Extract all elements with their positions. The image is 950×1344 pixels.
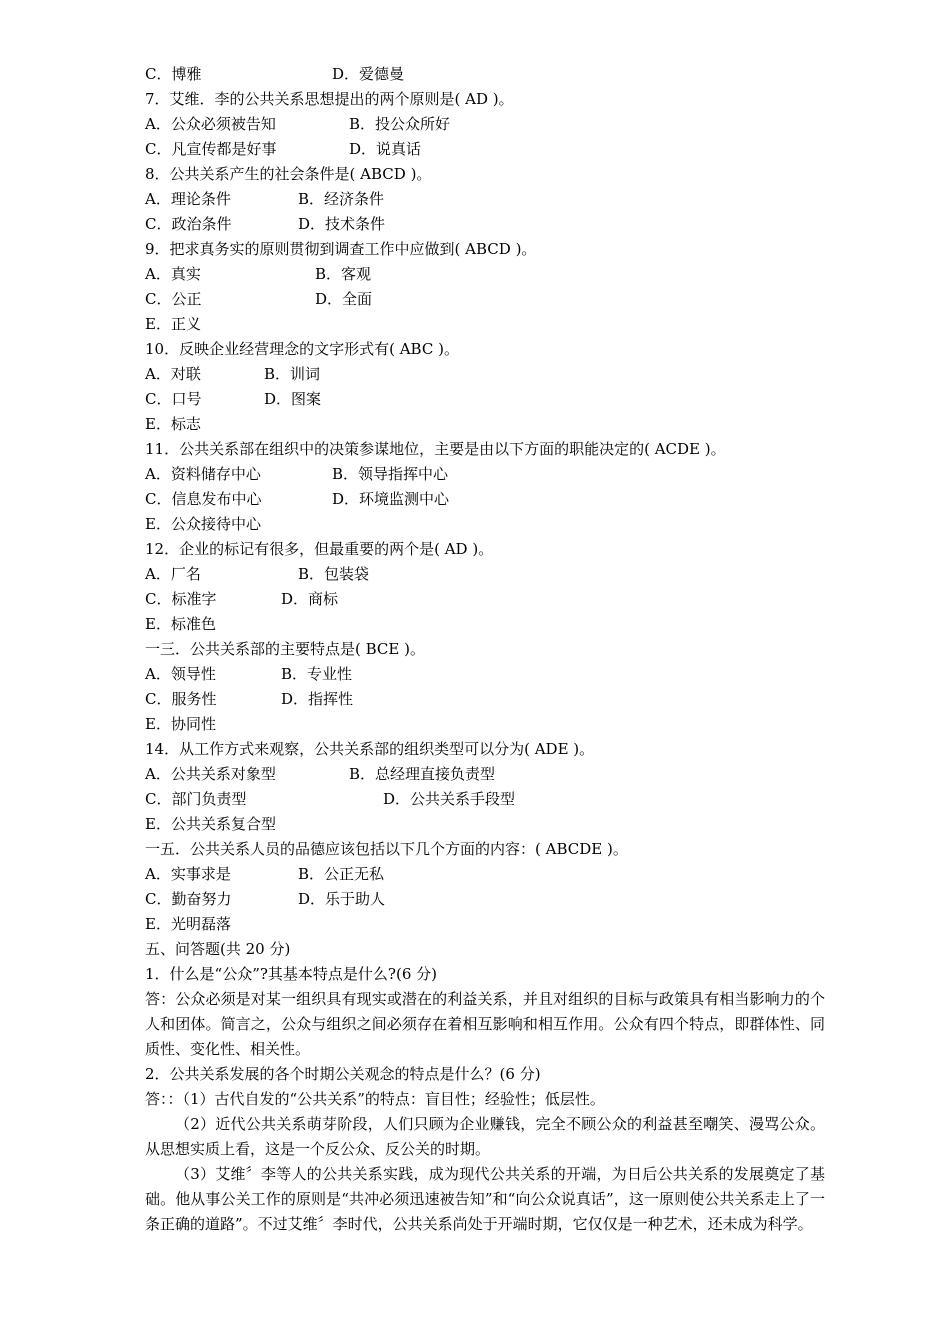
text-line: 1．什么是“公众”?其基本特点是什么?(6 分) [145,965,437,983]
text-line: 14．从工作方式来观察，公共关系部的组织类型可以分为( ADE )。 [145,740,595,758]
option-row [145,462,825,487]
option-row [145,787,825,812]
option-right: B．包装袋 [298,565,370,583]
text-line: 8．公共关系产生的社会条件是( ABCD )。 [145,165,432,183]
option-right: D．图案 [264,390,322,408]
option-row [145,587,825,612]
option-row [145,687,825,712]
option-left: A．真实 [145,265,201,283]
option-row [145,887,825,912]
option-left: C．博雅 [145,65,202,83]
option-row [145,762,825,787]
option-left: C．口号 [145,390,202,408]
text-line: 五、问答题(共 20 分) [145,940,291,958]
option-right: D．全面 [315,290,373,308]
option-left: C．信息发布中心 [145,490,262,508]
option-left: C．勤奋努力 [145,890,232,908]
option-left: A．资料储存中心 [145,465,261,483]
option-left: A．厂名 [145,565,201,583]
option-right: B．总经理直接负责型 [349,765,496,783]
option-right: D．爱德曼 [332,65,405,83]
text-line: 答：：（1）古代自发的“公共关系”的特点：盲目性；经验性；低层性。 [145,1090,605,1108]
option-right: D．指挥性 [281,690,354,708]
option-row [145,387,825,412]
option-row [145,212,825,237]
option-right: B．客观 [315,265,372,283]
option-right: B．训词 [264,365,321,383]
text-line: E．光明磊落 [145,915,231,933]
option-row [145,62,825,87]
option-right: D．商标 [281,590,339,608]
option-row [145,487,825,512]
option-row [145,362,825,387]
option-left: A．公众必须被告知 [145,115,276,133]
option-right: D．环境监测中心 [332,490,450,508]
option-left: C．政治条件 [145,215,232,233]
option-left: A．领导性 [145,665,216,683]
option-left: C．服务性 [145,690,217,708]
text-line: E．标志 [145,415,201,433]
option-row [145,862,825,887]
text-line: E．标准色 [145,615,216,633]
answer-paragraph: （2）近代公共关系萌芽阶段，人们只顾为企业赚钱，完全不顾公众的利益甚至嘲笑、漫骂公众。从思想实质上看，这是一个反公众、反公关的时期。 [145,1115,825,1158]
text-line: 7．艾维．李的公共关系思想提出的两个原则是( AD )。 [145,90,514,108]
answer-paragraph: （3）艾维〞李等人的公共关系实践，成为现代公共关系的开端，为日后公共关系的发展奠定了基础。他从事公关工作的原则是“共冲必须迅速被告知”和“向公众说真话”，这一原则使公共关系走上了一条正确的道路”。不过艾维〞李时代，公共关系尚处于开端时期，它仅仅是一种艺术，还未成为科学。 [145,1165,825,1233]
text-line: 11．公共关系部在组织中的决策参谋地位，主要是由以下方面的职能决定的( ACDE )。 [145,440,726,458]
text-line: E．协同性 [145,715,216,733]
option-right: B．专业性 [281,665,353,683]
text-line: 10．反映企业经营理念的文字形式有( ABC )。 [145,340,459,358]
text-line: 一三．公共关系部的主要特点是( BCE )。 [145,640,425,658]
option-right: D．技术条件 [298,215,386,233]
text-line: E．公共关系复合型 [145,815,276,833]
option-left: C．凡宣传都是好事 [145,140,277,158]
option-left: A．实事求是 [145,865,231,883]
option-left: C．公正 [145,290,202,308]
option-right: D．公共关系手段型 [383,790,516,808]
option-row [145,562,825,587]
option-left: A．理论条件 [145,190,231,208]
option-row [145,187,825,212]
document-body [145,62,825,1262]
text-line: 12．企业的标记有很多，但最重要的两个是( AD )。 [145,540,494,558]
option-right: D．乐于助人 [298,890,386,908]
option-right: B．投公众所好 [349,115,451,133]
option-left: A．公共关系对象型 [145,765,276,783]
option-left: C．部门负责型 [145,790,247,808]
option-row [145,287,825,312]
option-right: D．说真话 [349,140,422,158]
option-row [145,112,825,137]
option-left: C．标准字 [145,590,217,608]
option-row [145,262,825,287]
answer-paragraph: 答：公众必须是对某一组织具有现实或潜在的利益关系，并且对组织的目标与政策具有相当影响力的个人和团体。简言之，公众与组织之间必须存在着相互影响和相互作用。公众有四个特点，即群体性、同质性、变化性、相关性。 [145,990,825,1058]
text-line: 一五．公共关系人员的品德应该包括以下几个方面的内容：( ABCDE )。 [145,840,628,858]
option-left: A．对联 [145,365,201,383]
text-line: 9．把求真务实的原则贯彻到调查工作中应做到( ABCD )。 [145,240,537,258]
text-line: E．正义 [145,315,201,333]
option-right: B．公正无私 [298,865,385,883]
text-line: 2．公共关系发展的各个时期公关观念的特点是什么？(6 分) [145,1065,541,1083]
option-right: B．经济条件 [298,190,385,208]
option-row [145,662,825,687]
option-row [145,137,825,162]
option-right: B．领导指挥中心 [332,465,449,483]
text-line: E．公众接待中心 [145,515,261,533]
